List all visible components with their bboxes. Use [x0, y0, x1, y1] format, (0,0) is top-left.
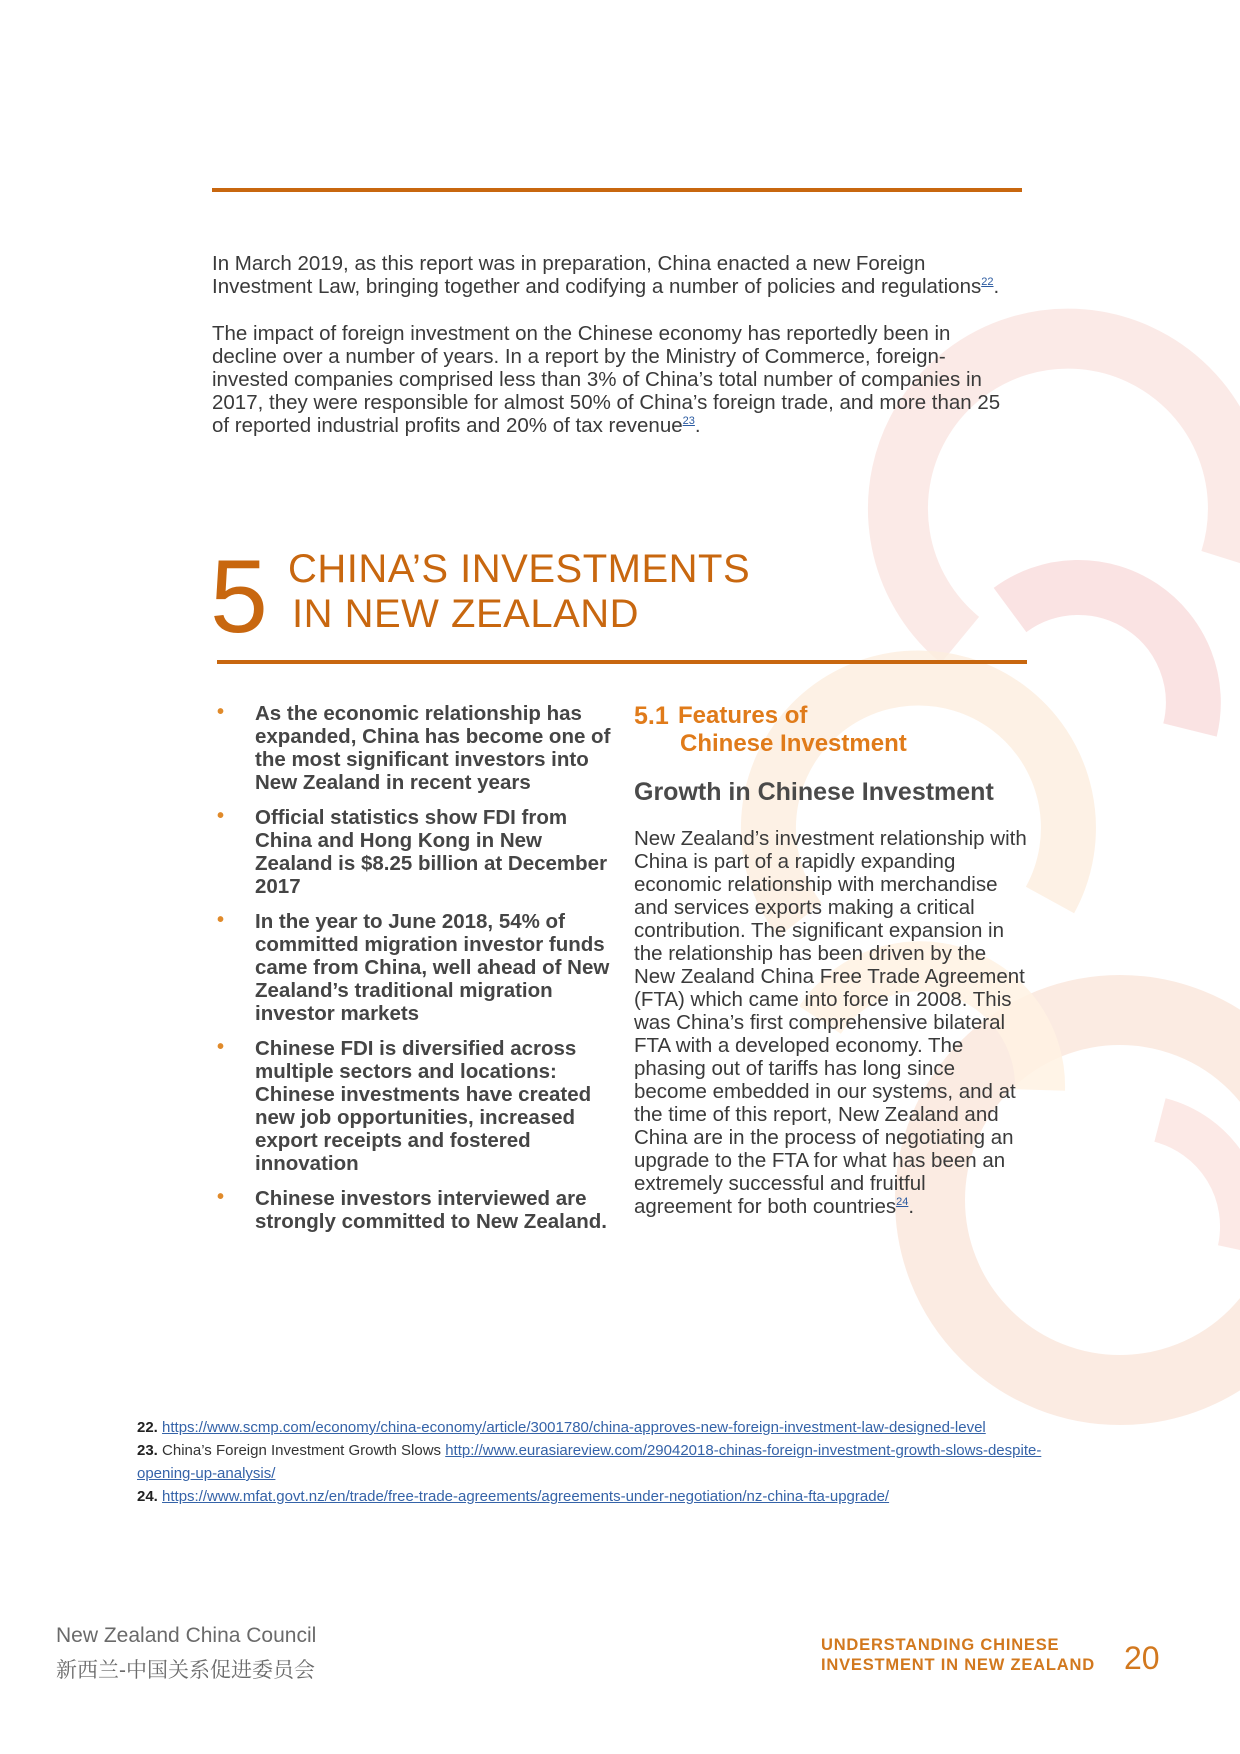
- subsection-number: 5.1: [634, 702, 669, 730]
- footnotes: [137, 1416, 1057, 1508]
- footnote-23: 23. China’s Foreign Investment Growth Slows http://www.eurasiareview.com/29042018-chinas-foreign-investment-growth-slows-despite-opening-up-analysis/: [137, 1442, 1042, 1482]
- section-number: 5: [210, 539, 268, 655]
- subsection-heading: Growth in Chinese Investment: [634, 778, 994, 806]
- subsection-header: [634, 700, 1034, 764]
- list-item: • Chinese FDI is diversified across multiple sectors and locations: Chinese investments have created new job opportunities, increased export receipts and fostered innovation: [217, 1036, 592, 1175]
- section-title: CHINA’S INVESTMENTS IN NEW ZEALAND: [288, 547, 751, 636]
- list-item: • Chinese investors interviewed are strongly committed to New Zealand.: [217, 1186, 607, 1233]
- subsection-body: New Zealand’s investment relationship with China is part of a rapidly expanding economic relationship with merchandise and services exports making a critical contribution. The significant expansion in the relationship has been driven by the New Zealand China Free Trade Agreement (FTA) which came into force in 2008. This was China’s first comprehensive bilateral FTA with a developed economy. The phasing out of tariffs has long since become embedded in our systems, and at the time of this report, New Zealand and China are in the process of negotiating an upgrade to the FTA for what has been an extremely successful and fruitful agreement for both countries$^{24}$.: [634, 827, 1027, 1218]
- key-points-column: [215, 702, 615, 1245]
- list-item: • Official statistics show FDI from China and Hong Kong in New Zealand is $8.25 billion at December 2017: [217, 805, 608, 898]
- council-name-zh: 新西兰-中国关系促进委员会: [56, 1659, 315, 1682]
- list-item: • As the economic relationship has expanded, China has become one of the most significant investors into New Zealand in recent years: [217, 701, 611, 794]
- council-name-en: New Zealand China Council: [56, 1624, 317, 1647]
- footnote-ref-24[interactable]: 24: [896, 1196, 909, 1209]
- running-title: UNDERSTANDING CHINESE INVESTMENT IN NEW ZEALAND: [821, 1636, 1095, 1674]
- council-branding: [56, 1624, 316, 1684]
- footnote-link[interactable]: https://www.scmp.com/economy/china-economy/article/3001780/china-approves-new-foreign-investment-law-designed-level: [162, 1419, 986, 1436]
- section-rule: [217, 660, 1027, 664]
- intro-paragraph-2: The impact of foreign investment on the Chinese economy has reportedly been in decline over a number of years. In a report by the Ministry of Commerce, foreign-invested companies comprised less than 3% of China’s total number of companies in 2017, they were responsible for almost 50% of China’s foreign trade, and more than 25 of reported industrial profits and 20% of tax revenue$^{23}$.: [212, 322, 1001, 437]
- footnote-24: 24. https://www.mfat.govt.nz/en/trade/free-trade-agreements/agreements-under-negotiation/nz-china-fta-upgrade/: [137, 1488, 890, 1505]
- footnote-ref-23[interactable]: 23: [682, 415, 695, 428]
- footnote-ref-22[interactable]: 22: [981, 276, 994, 289]
- page-number: 20: [1124, 1640, 1160, 1676]
- subsection-title: Features of Chinese Investment: [678, 702, 907, 757]
- intro-text: [212, 252, 1017, 461]
- footnote-link[interactable]: https://www.mfat.govt.nz/en/trade/free-trade-agreements/agreements-under-negotiation/nz-china-fta-upgrade/: [162, 1488, 890, 1505]
- subsection-column: [634, 700, 1034, 1218]
- footnote-22: 22. https://www.scmp.com/economy/china-economy/article/3001780/china-approves-new-foreign-investment-law-designed-level: [137, 1419, 986, 1436]
- list-item: • In the year to June 2018, 54% of committed migration investor funds came from China, well ahead of New Zealand’s traditional migration investor markets: [217, 909, 610, 1025]
- intro-paragraph-1: In March 2019, as this report was in preparation, China enacted a new Foreign Investment Law, bringing together and codifying a number of policies and regulations$^{22}$.: [212, 252, 1000, 298]
- footnote-link[interactable]: http://www.eurasiareview.com/29042018-chinas-foreign-investment-growth-slows-despite-opening-up-analysis/: [137, 1442, 1042, 1482]
- top-rule: [212, 188, 1022, 192]
